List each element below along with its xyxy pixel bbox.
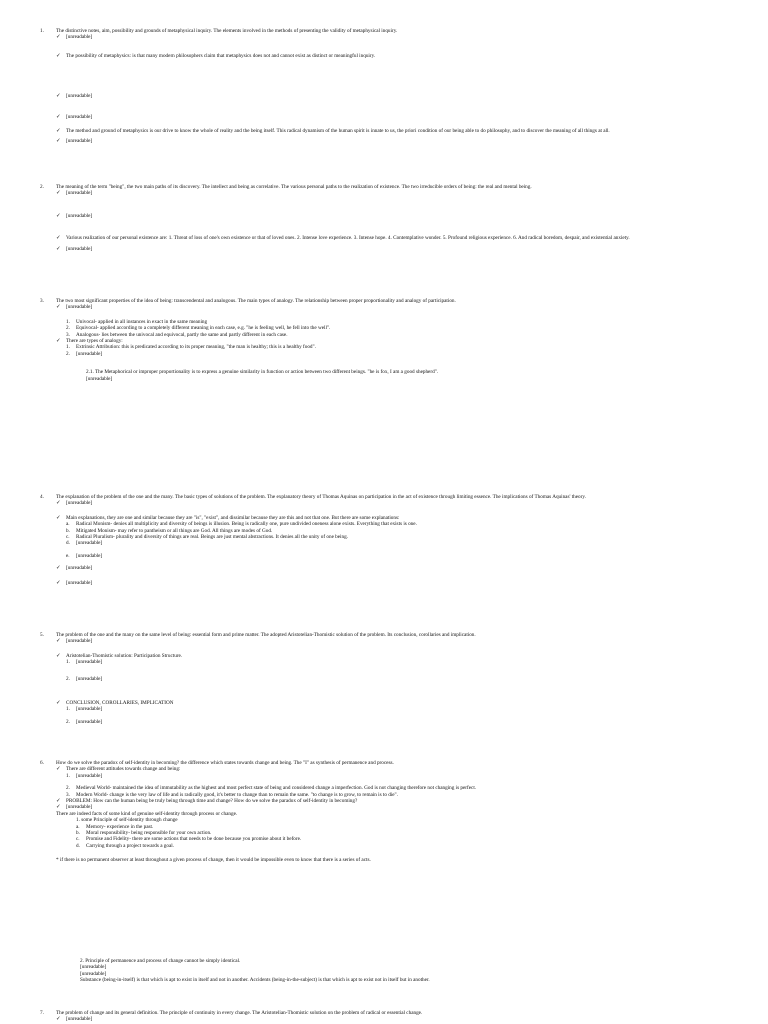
list-item: 2. [unreadable]: [66, 718, 103, 725]
section-title: The distinctive notes, aim, possibility and grounds of metaphysical inquiry. The elements involved in the methods of presenting the validity of metaphysical inquiry.: [56, 28, 398, 34]
section-title: The problem of change and its general definition. The principle of continuity in every change. The Aristotelian-Thomistic solution on the problem of radical or essential change.: [56, 1010, 423, 1016]
list-item: 2.1. The Metaphorical or improper proportionality is to express a genuine similarity in function or action between two different beings. "he is fox, I am a good shepherd".: [86, 369, 439, 376]
list-item: e. [unreadable]: [66, 552, 103, 559]
checkmark-icon: ✓: [56, 514, 61, 521]
section-7: [40, 1010, 740, 1023]
section-title: The two most significant properties of the idea of being: transcendental and analogous. The main types of analogy. The relationship between proper proportionality and analogy of participation.: [56, 298, 456, 304]
section-title: The explanation of the problem of the one and the many. The basic types of solutions of the problem. The explanatory theory of Thomas Aquinas on participation in the act of existence through limiting essence. The implications of Thomas Aquinas' theory.: [56, 494, 586, 500]
bullet: ✓ [unreadable]: [56, 304, 93, 311]
list-item: b. Moral responsibility- being responsible for your own action.: [76, 830, 212, 837]
bullet: ✓ Aristotelian-Thomistic solution: Participation Structure.: [56, 652, 183, 659]
checkmark-icon: ✓: [56, 579, 61, 586]
bullet: ✓ [unreadable]: [56, 638, 93, 645]
paragraph: 1. some Principle of self-identity through change: [76, 817, 178, 824]
section-1: [40, 28, 740, 145]
list-item: 2. Equivocal- applied according to a completely different meaning in each case, e.g. "he is feeling well, he fell into the well".: [66, 325, 331, 332]
section-number: 6.: [40, 760, 44, 766]
section-5: [40, 632, 740, 725]
checkmark-icon: ✓: [56, 338, 61, 345]
list-item: 2. [unreadable]: [66, 675, 103, 682]
checkmark-icon: ✓: [56, 190, 61, 197]
list-item: 2. [unreadable]: [66, 350, 103, 357]
bullet: ✓ [unreadable]: [56, 34, 93, 41]
bullet: ✓ PROBLEM: How can the human being be truly being through time and change? How do we solve the paradox of self-identity in becoming?: [56, 798, 358, 805]
list-item: 1. [unreadable]: [66, 772, 103, 779]
section-number: 4.: [40, 494, 44, 500]
bullet: ✓ Various realization of our personal existence are: 1. Threat of loss of one's own existence or that of loved ones. 2. Intense love experience. 3. Intense hope. 4. Contemplative wonder. 5. Profound religious experience. 6. And radical boredom, despair, and existential anxiety.: [56, 235, 630, 242]
bullet: ✓ [unreadable]: [56, 190, 93, 197]
checkmark-icon: ✓: [56, 638, 61, 645]
checkmark-icon: ✓: [56, 798, 61, 805]
checkmark-icon: ✓: [56, 93, 61, 100]
section-2: [40, 184, 740, 252]
list-item: b. Mitigated Monism- may refer to pantheism or all things are God. All things are modes of God.: [66, 527, 273, 534]
section-4: [40, 494, 740, 586]
paragraph: Substance (being-in-itself) is that which is apt to exist in itself and not in another. Accidents (being-in-the-subject) is that which is apt to exist not in itself but in another.: [80, 977, 430, 984]
checkmark-icon: ✓: [56, 652, 61, 659]
list-item: d. Carrying through a project towards a goal.: [76, 842, 175, 849]
checkmark-icon: ✓: [56, 766, 61, 773]
bullet: ✓ The method and ground of metaphysics is our drive to know the whole of reality and the being itself. This radical dynamism of the human spirit is innate to us, the priori condition of our being able to do philosophy, and to discover the meaning of all things at all.: [56, 128, 610, 135]
bullet: ✓ [unreadable]: [56, 1016, 93, 1023]
section-number: 3.: [40, 298, 44, 304]
paragraph: [unreadable]: [80, 964, 107, 971]
bullet: ✓ [unreadable]: [56, 93, 93, 100]
list-item: d. [unreadable]: [66, 540, 103, 547]
checkmark-icon: ✓: [56, 304, 61, 311]
list-item: 2. Medieval World- maintained the idea of immutability as the highest and most perfect state of being and considered change a imperfection. God is not changing therefore not changing is perfect.: [66, 785, 477, 792]
bullet: ✓ [unreadable]: [56, 138, 93, 145]
bullet: ✓ There are different attitudes towards change and being:: [56, 766, 181, 773]
list-item: 1. Univocal- applied in all instances in exact in the same meaning: [66, 318, 208, 325]
section-title: How do we solve the paradox of self-identity in becoming? the difference which states towards change and being. The "I" as synthesis of permanence and process.: [56, 760, 394, 766]
section-6: [40, 760, 740, 864]
bullet: ✓ The possibility of metaphysics: is that many modern philosophers claim that metaphysics does not and cannot exist as distinct or meaningful inquiry.: [56, 52, 376, 59]
section-6-continued: [40, 958, 740, 984]
checkmark-icon: ✓: [56, 1016, 61, 1023]
section-number: 5.: [40, 632, 44, 638]
checkmark-icon: ✓: [56, 34, 61, 41]
footnote: * if there is no permanent observer at least throughout a given process of change, then it would be impossible even to know that there is a series of acts.: [56, 857, 371, 864]
list-item: a. Memory- experience in the past.: [76, 823, 154, 830]
list-item: 3. Modern World- change is the very law of life and is radically good, it's better to change than to remain the same. "to change is to grow, to remain is to die".: [66, 791, 398, 798]
list-item: a. Radical Monism- denies all multiplicity and diversity of beings is illusion. Being is radically one, pure undivided oneness alone exists. Everything that exists is one.: [66, 521, 417, 528]
bullet: ✓ [unreadable]: [56, 212, 93, 219]
checkmark-icon: ✓: [56, 138, 61, 145]
section-title: The problem of the one and the many on the same level of being: essential form and prime matter. The adopted Aristotelian-Thomistic solution of the problem. Its conclusion, corollaries and implication.: [56, 632, 476, 638]
bullet: ✓ [unreadable]: [56, 113, 93, 120]
list-item: c. Promise and Fidelity- there are some actions that needs to be done because you promise about it before.: [76, 836, 302, 843]
section-number: 1.: [40, 28, 44, 34]
list-item: [unreadable]: [86, 375, 113, 382]
section-number: 2.: [40, 184, 44, 190]
section-number: 7.: [40, 1010, 44, 1016]
bullet: ✓ [unreadable]: [56, 579, 93, 586]
list-item: 1. Extrinsic Attribution: this is predicated according to its proper meaning, "the man is healthy; this is a healthy food".: [66, 344, 316, 351]
section-title: The meaning of the term "being", the two main paths of its discovery. The intellect and being as correlative. The various personal paths to the realization of existence. The two irreducible orders of being: the real and mental being.: [56, 184, 532, 190]
list-item: 3. Analogous- lies between the univocal and equivocal, partly the same and partly different in each case.: [66, 331, 288, 338]
list-item: c. Radical Pluralism- plurality and diversity of things are real. Beings are just mental abstractions. It denies all the unity of one being.: [66, 534, 348, 541]
paragraph: [unreadable]: [80, 970, 107, 977]
paragraph: There are indeed facts of some kind of genuine self-identity through process or change.: [56, 810, 238, 817]
checkmark-icon: ✓: [56, 804, 61, 811]
list-item: 1. [unreadable]: [66, 659, 103, 666]
checkmark-icon: ✓: [56, 500, 61, 507]
bullet: ✓ [unreadable]: [56, 804, 93, 811]
checkmark-icon: ✓: [56, 565, 61, 572]
section-3: [40, 298, 740, 382]
checkmark-icon: ✓: [56, 52, 61, 59]
checkmark-icon: ✓: [56, 235, 61, 242]
checkmark-icon: ✓: [56, 128, 61, 135]
checkmark-icon: ✓: [56, 212, 61, 219]
bullet: ✓ There are types of analogy:: [56, 338, 123, 345]
list-item: 1. [unreadable]: [66, 706, 103, 713]
bullet: ✓ [unreadable]: [56, 500, 93, 507]
checkmark-icon: ✓: [56, 113, 61, 120]
checkmark-icon: ✓: [56, 245, 61, 252]
bullet: ✓ [unreadable]: [56, 565, 93, 572]
bullet: ✓ Main explanations, they are one and similar because they are "is", "exist", and dissimilar because they are this and not that one. But there are some explanations:: [56, 514, 400, 521]
bullet: ✓ [unreadable]: [56, 245, 93, 252]
bullet: ✓ CONCLUSION, COROLLARIES, IMPLICATION: [56, 700, 174, 707]
checkmark-icon: ✓: [56, 700, 61, 707]
paragraph: 2. Principle of permanence and process of change cannot be simply identical.: [80, 958, 241, 964]
